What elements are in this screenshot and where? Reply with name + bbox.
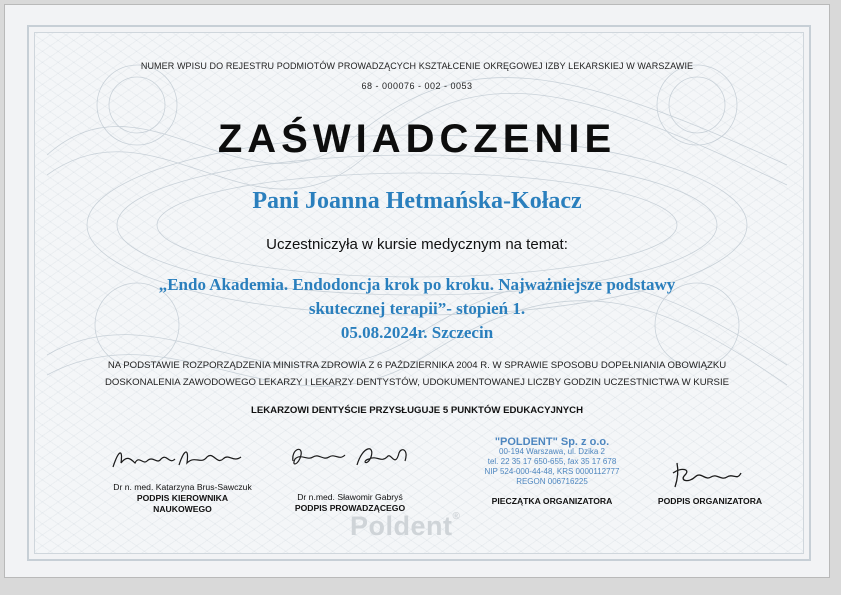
signature-organizer — [669, 459, 749, 489]
signature-block-3 — [645, 496, 775, 507]
poldent-logo — [350, 511, 460, 542]
recipient-name: Pani Joanna Hetmańska-Kołacz — [252, 188, 582, 214]
signer-1-name: Dr n. med. Katarzyna Brus-Sawczuk — [113, 482, 252, 492]
signer-1-role: PODPIS KIEROWNIKA — [136, 493, 229, 503]
registry-line: NUMER WPISU DO REJESTRU PODMIOTÓW PROWADZĄCYCH KSZTAŁCENIE OKRĘGOWEJ IZBY LEKARSKIEJ W WARSZAWIE — [140, 61, 694, 71]
signature-gabrys — [287, 439, 417, 473]
signature-block-1 — [95, 482, 270, 515]
signature-brus-sawczuk — [109, 441, 249, 473]
intro-text: Uczestniczyła w kursie medycznym na temat: — [266, 236, 568, 253]
registry-number: 68 - 000076 - 002 - 0053 — [361, 81, 473, 91]
signer-1-role-2: NAUKOWEGO — [153, 504, 212, 514]
certificate-sheet — [4, 4, 830, 578]
signer-2-name: Dr n.med. Sławomir Gabryś — [297, 492, 403, 502]
signer-2-role: PODPIS PROWADZĄCEGO — [294, 503, 406, 513]
stamp-phone: tel. 22 35 17 650-655, fax 35 17 678 — [487, 457, 617, 466]
stamp-ids: NIP 524-000-44-48, KRS 0000112777 — [484, 467, 620, 476]
course-line-2: skutecznej terapii”- stopień 1. — [308, 299, 526, 318]
legal-basis-line-1: NA PODSTAWIE ROZPORZĄDZENIA MINISTRA ZDROWIA Z 6 PAŹDZIERNIKA 2004 R. W SPRAWIE SPOSOBU DOPEŁNIANIA OBOWIĄZKU — [107, 360, 727, 371]
logo-registered-mark: ® — [452, 511, 461, 522]
education-points: LEKARZOWI DENTYŚCIE PRZYSŁUGUJE 5 PUNKTÓW EDUKACYJNYCH — [250, 405, 584, 416]
stamp-company: "POLDENT" Sp. z o.o. — [494, 436, 610, 448]
certificate-title: ZAŚWIADCZENIE — [217, 117, 617, 161]
signer-3-role: PODPIS ORGANIZATORA — [657, 496, 763, 506]
stamp-regon: REGON 006716225 — [516, 477, 588, 486]
company-stamp — [472, 437, 632, 487]
course-title — [5, 273, 829, 345]
stamp-label: PIECZĄTKA ORGANIZATORA — [491, 496, 613, 506]
legal-basis-line-2: DOSKONALENIA ZAWODOWEGO LEKARZY I LEKARZY DENTYSTÓW, UDOKUMENTOWANEJ LICZBY GODZIN UCZESTNICTWA W KURSIE — [104, 377, 730, 388]
stamp-address: 00-194 Warszawa, ul. Dzika 2 — [499, 447, 605, 456]
course-line-1: „Endo Akademia. Endodoncja krok po kroku. Najważniejsze podstawy — [158, 275, 676, 294]
course-date-place: 05.08.2024r. Szczecin — [340, 323, 494, 342]
logo-text: Poldent — [350, 511, 453, 541]
legal-basis — [5, 357, 829, 391]
